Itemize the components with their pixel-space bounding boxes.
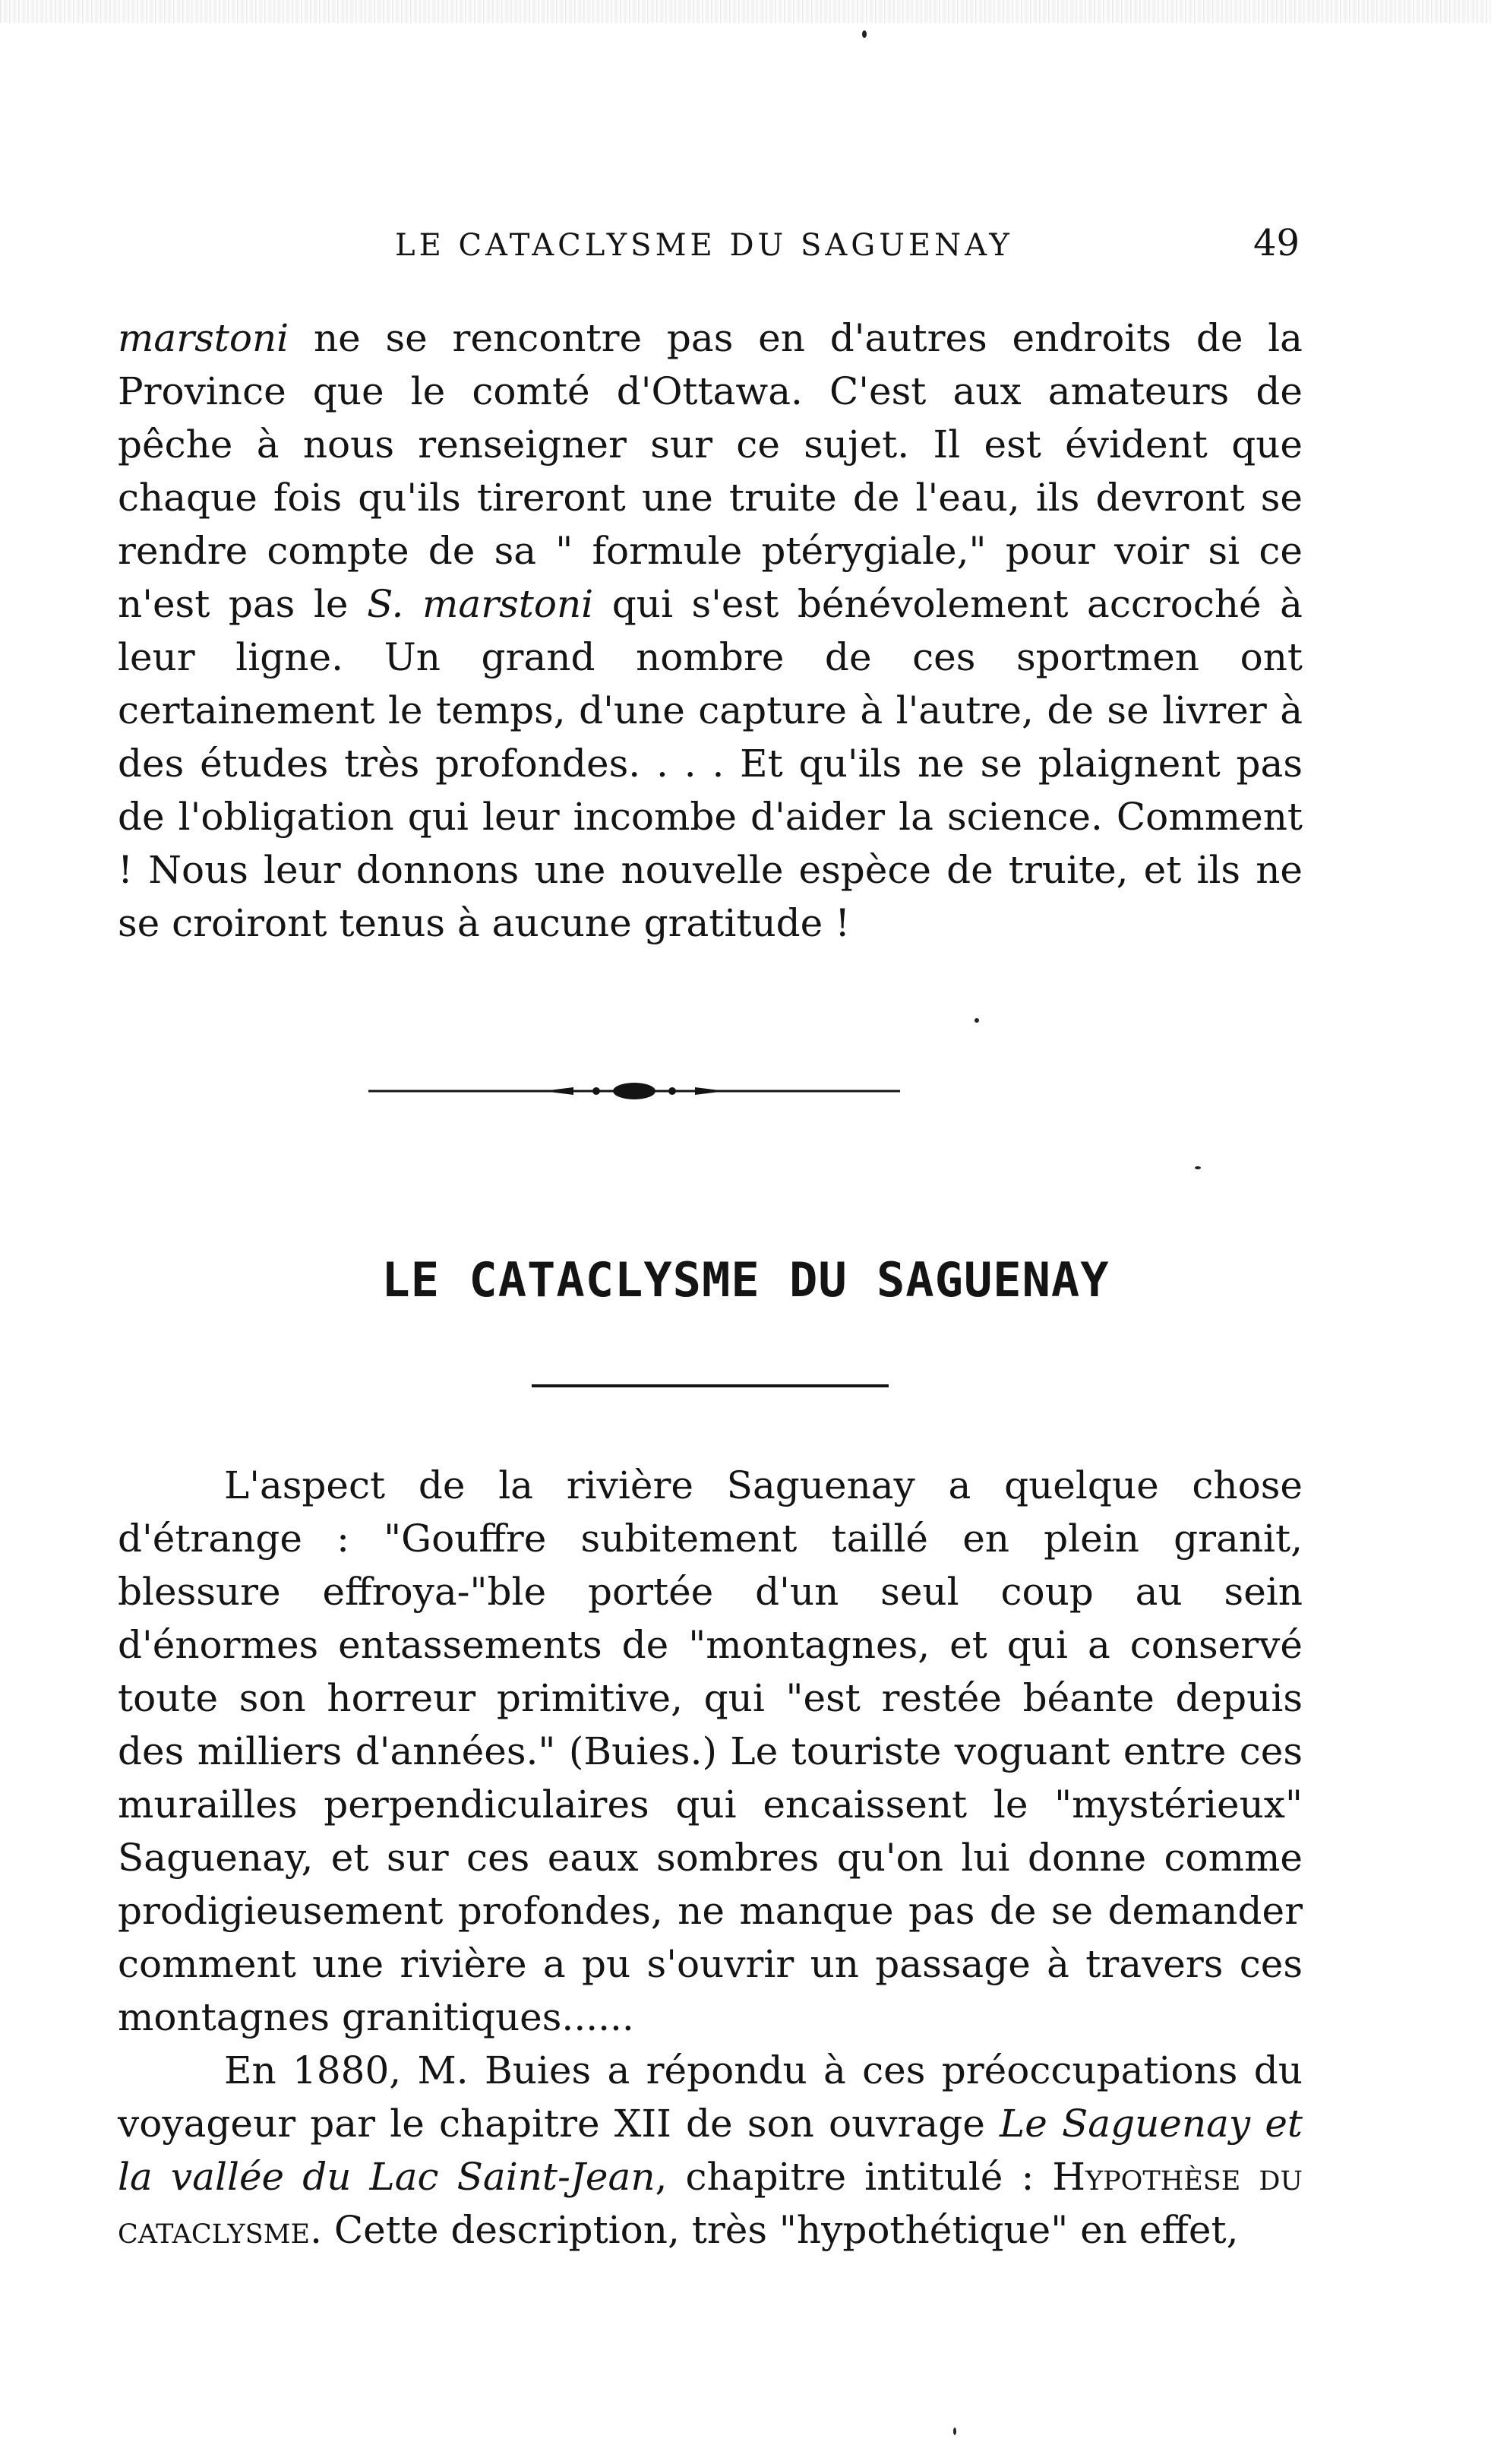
scan-speck	[862, 30, 867, 38]
paragraph-1: L'aspect de la rivière Saguenay a quelque chose d'étrange : "Gouffre subitement taillé en plein granit, blessure effroya-"ble portée d'un seul coup au sein d'énormes entassements de "montagnes, et qui a conservé toute son horreur primitive, qui "est restée béante depuis des milliers d'années." (Buies.) Le touriste voguant entre ces murailles perpendiculaires qui encaissent le "mystérieux" Saguenay, et sur ces eaux sombres qu'on lui donne comme prodigieusement profondes, ne manque pas de se demander comment une rivière a pu s'ouvrir un passage à travers ces montagnes granitiques......	[118, 1463, 1303, 2039]
heading-rule	[532, 1384, 889, 1387]
continuation-paragraph	[118, 312, 1303, 950]
species-name: S. marstoni	[367, 582, 594, 626]
text-run: ne se rencontre pas en d'autres endroits de la Province que le comté d'Ottawa. C'est aux amateurs de pêche à nous renseigner sur ce sujet. Il est évident que chaque fois qu'ils tireront une truite de l'eau, ils devront se rendre compte de sa " formule ptérygiale," pour voir si ce n'est pas le	[118, 316, 1303, 626]
running-head: LE CATACLYSME DU SAGUENAY	[395, 228, 1013, 263]
section-heading: LE CATACLYSME DU SAGUENAY	[381, 1252, 1110, 1308]
body-text	[118, 1459, 1303, 2257]
species-name: marstoni	[118, 316, 289, 360]
text-run: , chapitre intitulé :	[655, 2155, 1053, 2199]
scan-speck	[975, 1018, 979, 1023]
page-number: 49	[1253, 222, 1300, 264]
text-run: qui s'est bénévolement accroché à leur ligne. Un grand nombre de ces sportmen ont certainement le temps, d'une capture à l'autre, de se livrer à des études très profondes. . . . Et qu'ils ne se plaignent pas de l'obligation qui leur incombe d'aider la science. Comment ! Nous leur donnons une nouvelle espèce de truite, et ils ne se croiront tenus à aucune gratitude !	[118, 582, 1303, 945]
section-ornament	[368, 1079, 900, 1103]
text-run: En 1880, M. Buies a répondu à ces préoccupations du voyageur par le chapitre XII de son ouvrage	[118, 2048, 1303, 2146]
scan-speck	[953, 2428, 956, 2435]
text-run: Cette description, très "hypothétique" en effet,	[322, 2208, 1239, 2252]
chapter-title: Hypothèse du cataclysme.	[118, 2155, 1303, 2252]
paragraph-2	[118, 2044, 1303, 2257]
scan-edge-noise	[0, 0, 1491, 23]
scan-speck	[1195, 1166, 1201, 1169]
book-title: Le Saguenay et la vallée du Lac Saint-Jean	[118, 2102, 1303, 2199]
